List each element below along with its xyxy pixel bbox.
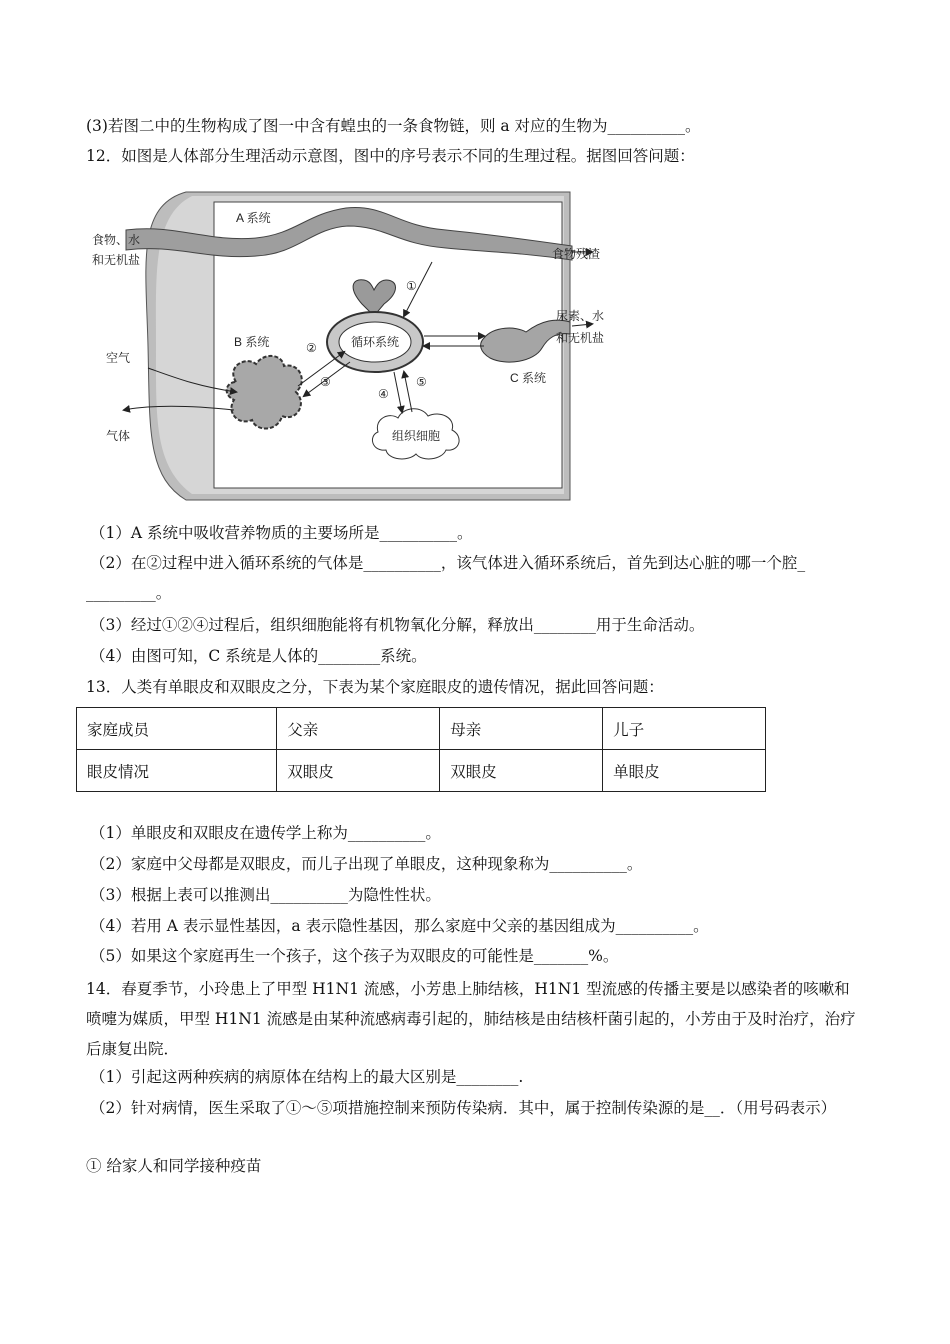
process-5-label: ⑤ [416,375,427,389]
table-cell: 母亲 [440,708,603,750]
q13-part4: （4）若用 A 表示显性基因，a 表示隐性基因，那么家庭中父亲的基因组成为__________。 [90,917,709,935]
tissue-cells-label: 组织细胞 [391,429,441,443]
table-cell: 双眼皮 [277,750,440,792]
physiology-diagram [86,186,606,506]
q11-part3: (3)若图二中的生物构成了图一中含有蝗虫的一条食物链，则 a 对应的生物为__________。 [86,117,701,135]
table-row [77,708,766,750]
eyelid-table [76,707,766,792]
lung-shape [227,356,302,429]
q12-part2b: _________。 [86,584,172,602]
a-system-label: A 系统 [236,211,271,225]
gas-label: 气体 [106,429,131,443]
q13-part2: （2）家庭中父母都是双眼皮，而儿子出现了单眼皮，这种现象称为__________。 [90,855,643,873]
food-in-label-2: 和无机盐 [92,253,141,267]
process-3-label: ③ [320,375,331,389]
q13-part5: （5）如果这个家庭再生一个孩子，这个孩子为双眼皮的可能性是_______%。 [90,947,619,965]
circulatory-label: 循环系统 [350,335,400,349]
process-1-label: ① [406,279,417,293]
table-cell: 单眼皮 [603,750,766,792]
table-cell: 儿子 [603,708,766,750]
process-2-label: ② [306,341,317,355]
q12-part3: （3）经过①②④过程后，组织细胞能将有机物氧化分解，释放出________用于生命活动。 [90,616,705,634]
q14-part1: （1）引起这两种疾病的病原体在结构上的最大区别是________. [90,1068,524,1086]
table-cell: 双眼皮 [440,750,603,792]
q12-part1: （1）A 系统中吸收营养物质的主要场所是__________。 [90,524,473,542]
q12-stem: 12．如图是人体部分生理活动示意图，图中的序号表示不同的生理过程。据图回答问题： [86,147,695,165]
q13-part1: （1）单眼皮和双眼皮在遗传学上称为__________。 [90,824,441,842]
urine-label-1: 尿素、水 [555,309,604,323]
urine-label-2: 和无机盐 [555,331,604,345]
c-system-label: C 系统 [510,371,547,385]
q14-measure-1: ① 给家人和同学接种疫苗 [86,1157,262,1175]
q12-part2a: （2）在②过程中进入循环系统的气体是__________，该气体进入循环系统后，首先到达心脏的哪一个腔_ [90,554,806,572]
table-cell: 父亲 [277,708,440,750]
food-residue-label: 食物残渣 [551,247,600,261]
q13-part3: （3）根据上表可以推测出__________为隐性性状。 [90,886,441,904]
table-row [77,750,766,792]
table-cell: 家庭成员 [77,708,277,750]
q12-part4: （4）由图可知，C 系统是人体的________系统。 [90,647,427,665]
process-4-label: ④ [378,387,389,401]
q14-stem: 14．春夏季节，小玲患上了甲型 H1N1 流感，小芳患上肺结核，H1N1 型流感的传播主要是以感染者的咳嗽和喷嚏为媒质，甲型 H1N1 流感是由某种流感病毒引起的，肺结核是由结核杆菌引起的，小芳由于及时治疗，治疗后康复出院． [86,980,856,1058]
q13-stem: 13．人类有单眼皮和双眼皮之分，下表为某个家庭眼皮的遗传情况，据此回答问题： [86,678,664,696]
air-label: 空气 [106,351,131,365]
food-in-label-1: 食物、水 [92,233,141,247]
b-system-label: B 系统 [234,335,270,349]
table-cell: 眼皮情况 [77,750,277,792]
q14-part2: （2）针对病情，医生采取了①～⑤项措施控制来预防传染病．其中，属于控制传染源的是__．（用号码表示） [90,1099,837,1117]
